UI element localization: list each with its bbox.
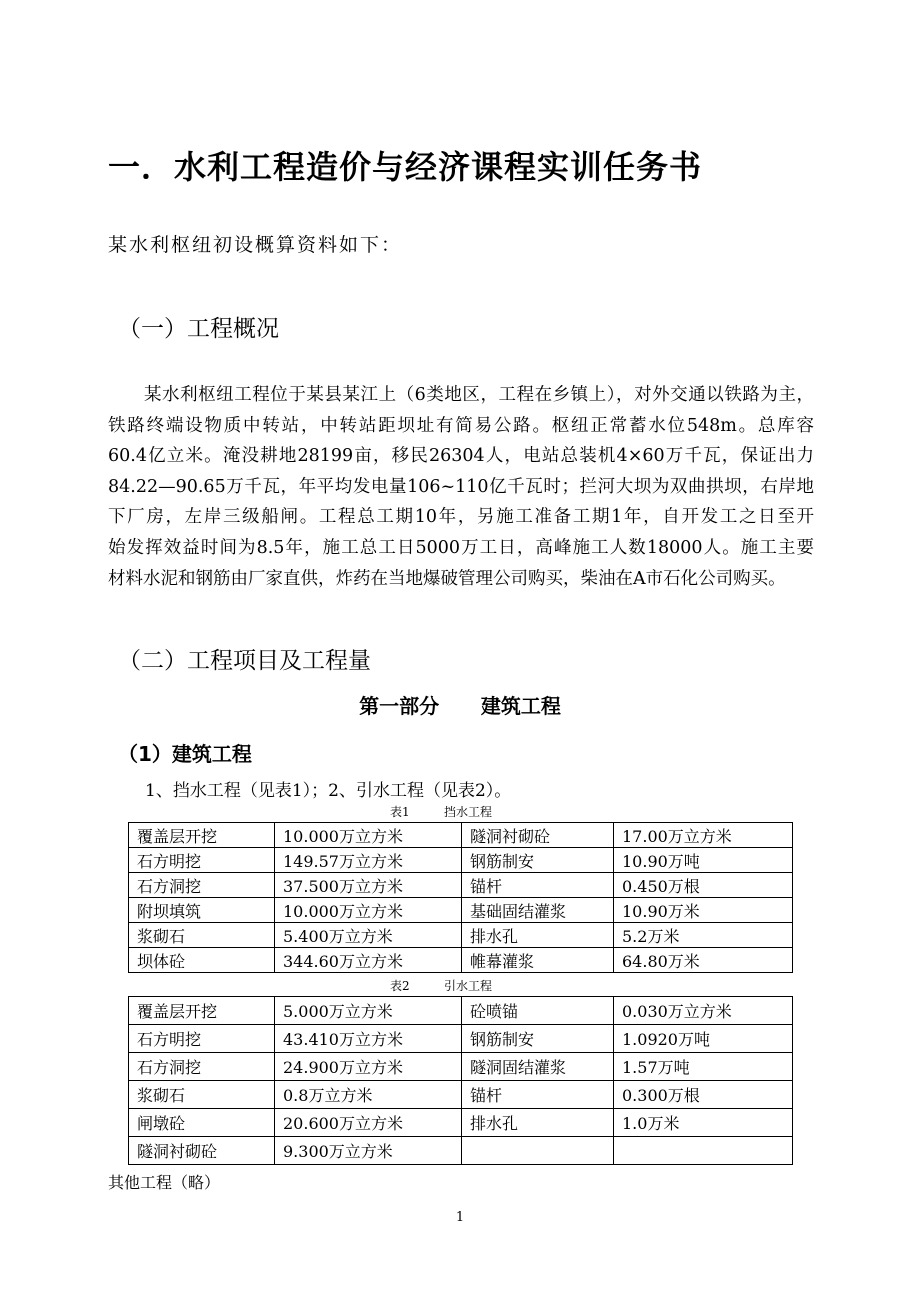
overview-paragraph — [108, 380, 814, 594]
table1-body — [129, 823, 793, 973]
table2 — [128, 996, 793, 1165]
table-row — [129, 848, 793, 873]
table-cell: 9.300万立方米 — [275, 1137, 462, 1165]
table-cell: 砼喷锚 — [462, 997, 614, 1025]
table-cell: 1.57万吨 — [614, 1053, 793, 1081]
section-title-overview: （一）工程概况 — [118, 316, 279, 342]
intro-text: 某水利枢纽初设概算资料如下： — [108, 234, 403, 256]
table-cell: 石方洞挖 — [129, 1053, 275, 1081]
table-cell: 石方明挖 — [129, 848, 275, 873]
table-cell: 锚杆 — [462, 873, 614, 898]
table-row — [129, 1109, 793, 1137]
overview-line: 下厂房，左岸三级船闸。工程总工期10年，另施工准备工期1年，自开发工之日至开 — [108, 507, 814, 528]
table-cell: 10.90万吨 — [614, 848, 793, 873]
overview-line: 某水利枢纽工程位于某县某江上（6类地区，工程在乡镇上），对外交通以铁路为主， — [144, 385, 814, 405]
overview-line: 材料水泥和钢筋由厂家直供，炸药在当地爆破管理公司购买，柴油在A市石化公司购买。 — [108, 568, 786, 589]
table-cell: 0.030万立方米 — [614, 997, 793, 1025]
table-cell: 5.400万立方米 — [275, 923, 462, 948]
table-cell: 石方明挖 — [129, 1025, 275, 1053]
table-cell: 浆砌石 — [129, 1081, 275, 1109]
table-row — [129, 1025, 793, 1053]
part-title: 第一部分 建筑工程 — [359, 694, 561, 718]
table-cell: 覆盖层开挖 — [129, 997, 275, 1025]
table-cell: 0.8万立方米 — [275, 1081, 462, 1109]
table-cell — [614, 1137, 793, 1165]
table-cell: 隧洞衬砌砼 — [129, 1137, 275, 1165]
page-number: 1 — [455, 1210, 465, 1225]
table-row — [129, 823, 793, 848]
items-text: 1、挡水工程（见表1）；2、引水工程（见表2）。 — [145, 781, 512, 801]
table-cell: 钢筋制安 — [462, 1025, 614, 1053]
table-cell: 37.500万立方米 — [275, 873, 462, 898]
table-cell: 24.900万立方米 — [275, 1053, 462, 1081]
table-row — [129, 898, 793, 923]
table2-body — [129, 997, 793, 1165]
other-works-note: 其他工程（略） — [108, 1173, 221, 1192]
table-cell: 20.600万立方米 — [275, 1109, 462, 1137]
table-cell: 帷幕灌浆 — [462, 948, 614, 973]
table-cell: 浆砌石 — [129, 923, 275, 948]
table-row — [129, 1053, 793, 1081]
table-cell: 隧洞固结灌浆 — [462, 1053, 614, 1081]
table-cell: 149.57万立方米 — [275, 848, 462, 873]
table-row — [129, 1081, 793, 1109]
table-cell: 覆盖层开挖 — [129, 823, 275, 848]
table-cell: 17.00万立方米 — [614, 823, 793, 848]
table-cell: 锚杆 — [462, 1081, 614, 1109]
table-cell: 排水孔 — [462, 1109, 614, 1137]
table-row — [129, 923, 793, 948]
overview-line: 60.4亿立米。淹没耕地28199亩，移民26304人，电站总装机4×60万千瓦，保证出力 — [108, 446, 814, 467]
section-title-items: （二）工程项目及工程量 — [118, 648, 371, 674]
table1 — [128, 822, 793, 973]
table-cell: 43.410万立方米 — [275, 1025, 462, 1053]
overview-line: 铁路终端设物质中转站，中转站距坝址有简易公路。枢纽正常蓄水位548m。总库容 — [108, 415, 814, 436]
table2-caption: 表2 引水工程 — [390, 979, 492, 993]
table-cell: 1.0920万吨 — [614, 1025, 793, 1053]
table-cell: 隧洞衬砌砼 — [462, 823, 614, 848]
table-cell: 10.000万立方米 — [275, 898, 462, 923]
table-row — [129, 1137, 793, 1165]
table-cell: 闸墩砼 — [129, 1109, 275, 1137]
table-row — [129, 948, 793, 973]
subsection-title: （1）建筑工程 — [118, 742, 252, 766]
table-cell: 64.80万米 — [614, 948, 793, 973]
table-row — [129, 997, 793, 1025]
overview-line: 始发挥效益时间为8.5年，施工总工日5000万工日，高峰施工人数18000人。施工主要 — [108, 537, 814, 558]
table-cell: 5.2万米 — [614, 923, 793, 948]
table-cell: 基础固结灌浆 — [462, 898, 614, 923]
table-cell: 1.0万米 — [614, 1109, 793, 1137]
table-cell: 排水孔 — [462, 923, 614, 948]
table-cell — [462, 1137, 614, 1165]
table-cell: 10.90万米 — [614, 898, 793, 923]
overview-line: 84.22—90.65万千瓦，年平均发电量106~110亿千瓦时；拦河大坝为双曲拱坝，右岸地 — [108, 476, 814, 497]
table-cell: 0.300万根 — [614, 1081, 793, 1109]
table-cell: 石方洞挖 — [129, 873, 275, 898]
table-cell: 坝体砼 — [129, 948, 275, 973]
table-cell: 5.000万立方米 — [275, 997, 462, 1025]
table-cell: 10.000万立方米 — [275, 823, 462, 848]
table-cell: 钢筋制安 — [462, 848, 614, 873]
page-title: 一．水利工程造价与经济课程实训任务书 — [108, 148, 703, 186]
table-row — [129, 873, 793, 898]
table-cell: 0.450万根 — [614, 873, 793, 898]
table-cell: 附坝填筑 — [129, 898, 275, 923]
table-cell: 344.60万立方米 — [275, 948, 462, 973]
table1-caption: 表1 挡水工程 — [390, 805, 492, 819]
